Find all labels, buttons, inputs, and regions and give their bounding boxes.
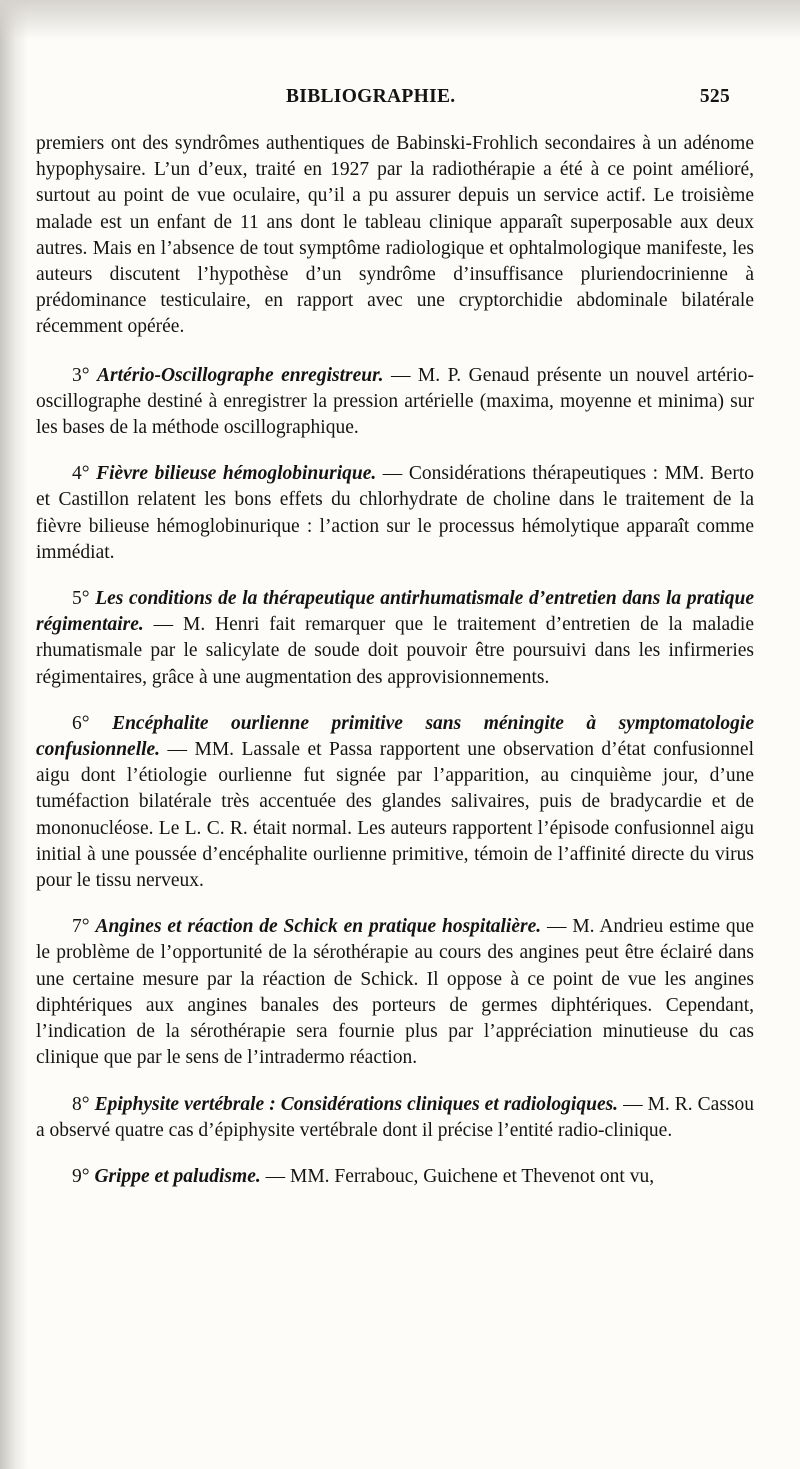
page-gutter-shadow xyxy=(0,0,28,1469)
entry-4 xyxy=(36,461,754,566)
page-header xyxy=(36,86,730,114)
entry-text: — Considérations thérapeutiques : MM. Berto et Castillon relatent les bons effets du chlorhydrate de choline dans le traitement de la fièvre bilieuse hémoglobinurique : l’action sur le processus hémolytique apparaît comme immédiat. xyxy=(36,463,754,563)
entry-8 xyxy=(36,1092,754,1144)
entry-title: Grippe et paludisme. xyxy=(94,1165,261,1187)
entry-9 xyxy=(36,1164,754,1190)
entry-number: 9° xyxy=(72,1165,90,1187)
entry-text: — MM. Lassale et Passa rapportent une observation d’état confusionnel aigu dont l’étiologie ourlienne fut signée par l’apparition, au cinquième jour, d’une tuméfaction bilatérale très accentuée des glandes salivaires, puis de bradycardie et de mononucléose. Le L. C. R. était normal. Les auteurs rapportent l’épisode confusionnel aigu initial à une poussée d’encéphalite ourlienne primitive, témoin de l’affinité directe du virus pour le tissu nerveux. xyxy=(36,739,755,892)
entry-title: Fièvre bilieuse hémoglobinurique. xyxy=(96,463,377,485)
entry-title: Encéphalite ourlienne primitive sans méningite à symptomatologie confusionnelle. xyxy=(36,712,755,761)
entry-number: 5° xyxy=(72,588,90,610)
entry-number: 4° xyxy=(72,463,90,485)
running-title: BIBLIOGRAPHIE. xyxy=(286,86,456,107)
entry-title: Epiphysite vertébrale : Considérations cliniques et radiologiques. xyxy=(94,1093,619,1115)
entry-text: — M. Henri fait remarquer que le traitement d’entretien de la maladie rhumatismale par le salicylate de soude doit pouvoir être poursuivi dans les infirmeries régimentaires, grâce à une augmentation des approvisionnements. xyxy=(36,614,755,688)
entry-7 xyxy=(36,914,754,1071)
entry-number: 7° xyxy=(72,916,90,938)
entry-number: 8° xyxy=(72,1093,90,1115)
page-number: 525 xyxy=(699,86,730,107)
entry-text: — MM. Ferrabouc, Guichene et Thevenot ont vu, xyxy=(265,1165,655,1187)
entry-title: Angines et réaction de Schick en pratique hospitalière. xyxy=(95,916,542,938)
entry-number: 3° xyxy=(72,364,90,386)
entry-title: Artério-Oscillographe enregistreur. xyxy=(97,364,384,386)
entry-6 xyxy=(36,711,754,894)
intro-paragraph: premiers ont des syndrômes authentiques de Babinski-Frohlich secondaires à un adénome hypophysaire. L’un d’eux, traité en 1927 par la radiothérapie a été à ce point amélioré, surtout au point de vue oculaire, qu’il a pu assurer depuis un service actif. Le troisième malade est un enfant de 11 ans dont le tableau clinique apparaît superposable aux deux autres. Mais en l’absence de tout symptôme radiologique et ophtalmologique manifeste, les auteurs discutent l’hypothèse d’un syndrôme d’insuffisance pluriendocrinienne à prédominance testiculaire, en rapport avec une cryptorchidie abdominale bilatérale récemment opérée. xyxy=(36,133,754,338)
page-body xyxy=(36,131,754,1190)
entry-text: — M. Andrieu estime que le problème de l’opportunité de la sérothérapie au cours des angines peut être éclairé dans une certaine mesure par la réaction de Schick. Il oppose à ce point de vue les angines diphtériques aux angines banales des porteurs de germes diphtériques. Cependant, l’indication de la sérothérapie sera fournie plus par l’appréciation minutieuse du cas clinique que par le sens de l’intradermo réaction. xyxy=(36,916,755,1069)
page-top-shadow xyxy=(0,0,800,40)
entry-title: Les conditions de la thérapeutique antirhumatismale d’entretien dans la pratique régimentaire. xyxy=(36,588,754,636)
entry-text: — M. R. Cassou a observé quatre cas d’épiphysite vertébrale dont il précise l’entité radio-clinique. xyxy=(36,1093,755,1141)
entry-text: — M. P. Genaud présente un nouvel artério-oscillographe destiné à enregistrer la pression artérielle (maxima, moyenne et minima) sur les bases de la méthode oscillographique. xyxy=(36,364,755,439)
entry-5 xyxy=(36,586,754,691)
entry-number: 6° xyxy=(72,712,90,734)
entry-3 xyxy=(36,363,754,442)
